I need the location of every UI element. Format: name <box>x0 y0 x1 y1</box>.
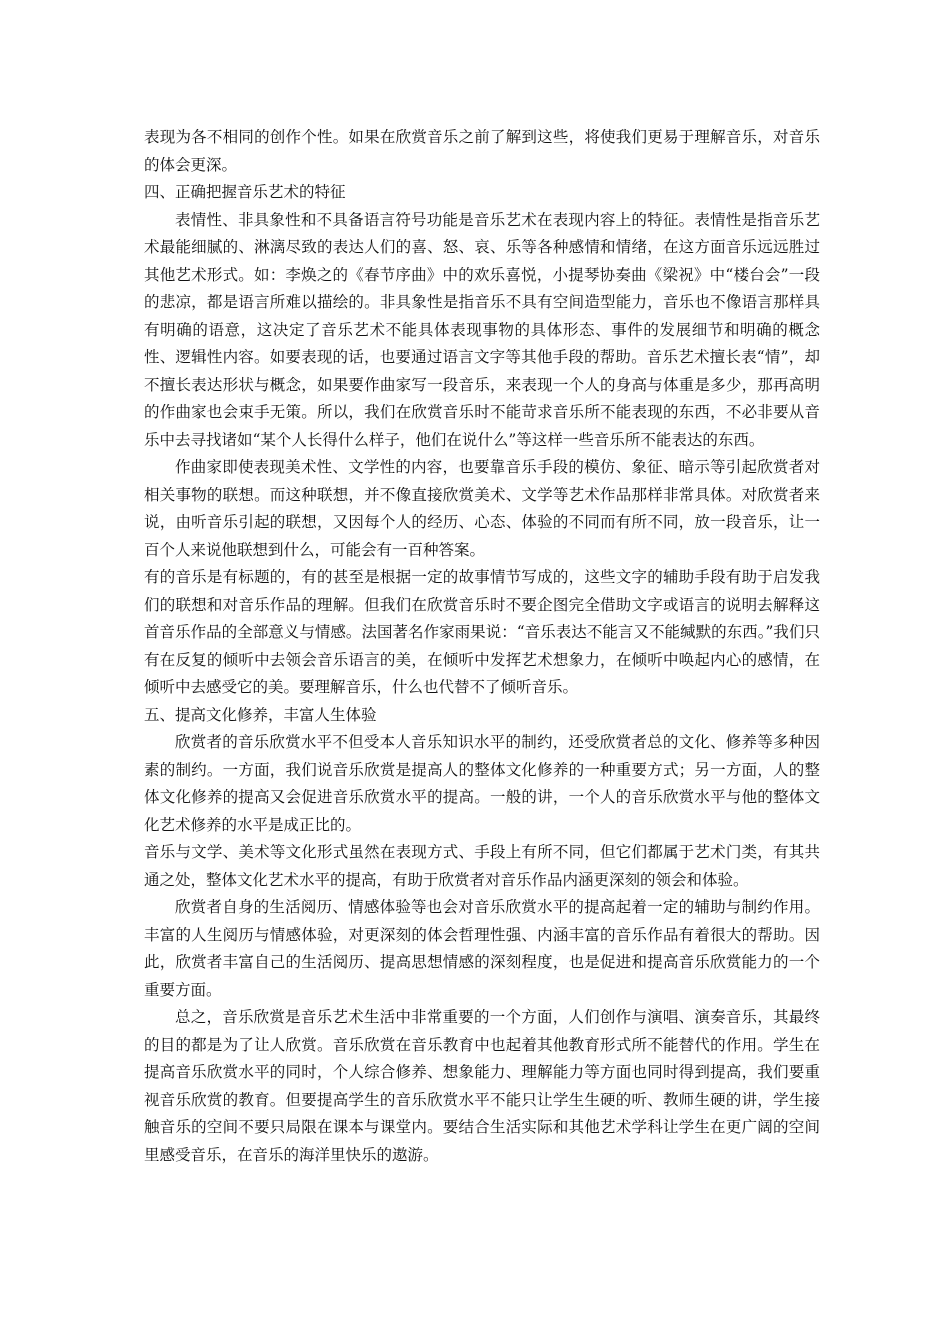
paragraph: 音乐与文学、美术等文化形式虽然在表现方式、手段上有所不同，但它们都属于艺术门类，有其共通之处，整体文化艺术水平的提高，有助于欣赏者对音乐作品内涵更深刻的领会和体验。 <box>144 843 820 889</box>
paragraph: 有的音乐是有标题的，有的甚至是根据一定的故事情节写成的，这些文字的辅助手段有助于启发我们的联想和对音乐作品的理解。但我们在欣赏音乐时不要企图完全借助文字或语言的说明去解释这首音乐作品的全部意义与情感。法国著名作家雨果说：“音乐表达不能言又不能缄默的东西。”我们只有在反复的倾听中去领会音乐语言的美，在倾听中发挥艺术想象力，在倾听中唤起内心的感情，在倾听中去感受它的美。要理解音乐，什么也代替不了倾听音乐。 <box>144 568 820 696</box>
paragraph: 总之，音乐欣赏是音乐艺术生活中非常重要的一个方面，人们创作与演唱、演奏音乐，其最终的目的都是为了让人欣赏。音乐欣赏在音乐教育中也起着其他教育形式所不能替代的作用。学生在提高音乐欣赏水平的同时，个人综合修养、想象能力、理解能力等方面也同时得到提高，我们要重视音乐欣赏的教育。但要提高学生的音乐欣赏水平不能只让学生生硬的听、教师生硬的讲，学生接触音乐的空间不要只局限在课本与课堂内。要结合生活实际和其他艺术学科让学生在更广阔的空间里感受音乐，在音乐的海洋里快乐的遨游。 <box>144 1008 820 1164</box>
paragraph: 表现为各不相同的创作个性。如果在欣赏音乐之前了解到这些，将使我们更易于理解音乐，对音乐的体会更深。 <box>144 128 820 174</box>
section-heading: 四、正确把握音乐艺术的特征 <box>144 183 346 201</box>
paragraph: 作曲家即使表现美术性、文学性的内容，也要靠音乐手段的模仿、象征、暗示等引起欣赏者对相关事物的联想。而这种联想，并不像直接欣赏美术、文学等艺术作品那样非常具体。对欣赏者来说，由听音乐引起的联想，又因每个人的经历、心态、体验的不同而有所不同，放一段音乐，让一百个人来说他联想到什么，可能会有一百种答案。 <box>144 458 820 559</box>
section-heading: 五、提高文化修养，丰富人生体验 <box>144 705 377 724</box>
paragraph: 表情性、非具象性和不具备语言符号功能是音乐艺术在表现内容上的特征。表情性是指音乐艺术最能细腻的、淋漓尽致的表达人们的喜、怒、哀、乐等各种感情和情绪，在这方面音乐远远胜过其他艺术形式。如：李焕之的《春节序曲》中的欢乐喜悦，小提琴协奏曲《梁祝》中“楼台会”一段的悲凉，都是语言所难以描绘的。非具象性是指音乐不具有空间造型能力，音乐也不像语言那样具有明确的语意，这决定了音乐艺术不能具体表现事物的具体形态、事件的发展细节和明确的概念性、逻辑性内容。如要表现的话，也要通过语言文字等其他手段的帮助。音乐艺术擅长表“情”，却不擅长表达形状与概念，如果要作曲家写一段音乐，来表现一个人的身高与体重是多少，那再高明的作曲家也会束手无策。所以，我们在欣赏音乐时不能苛求音乐所不能表现的东西，不必非要从音乐中去寻找诸如“某个人长得什么样子，他们在说什么”等这样一些音乐所不能表达的东西。 <box>144 210 820 449</box>
paragraph: 欣赏者的音乐欣赏水平不但受本人音乐知识水平的制约，还受欣赏者总的文化、修养等多种因素的制约。一方面，我们说音乐欣赏是提高人的整体文化修养的一种重要方式；另一方面，人的整体文化修养的提高又会促进音乐欣赏水平的提高。一般的讲，一个人的音乐欣赏水平与他的整体文化艺术修养的水平是成正比的。 <box>144 733 820 834</box>
paragraph: 欣赏者自身的生活阅历、情感体验等也会对音乐欣赏水平的提高起着一定的辅助与制约作用。丰富的人生阅历与情感体验，对更深刻的体会哲理性强、内涵丰富的音乐作品有着很大的帮助。因此，欣赏者丰富自己的生活阅历、提高思想情感的深刻程度，也是促进和提高音乐欣赏能力的一个重要方面。 <box>144 898 820 999</box>
document-body <box>144 124 820 1169</box>
